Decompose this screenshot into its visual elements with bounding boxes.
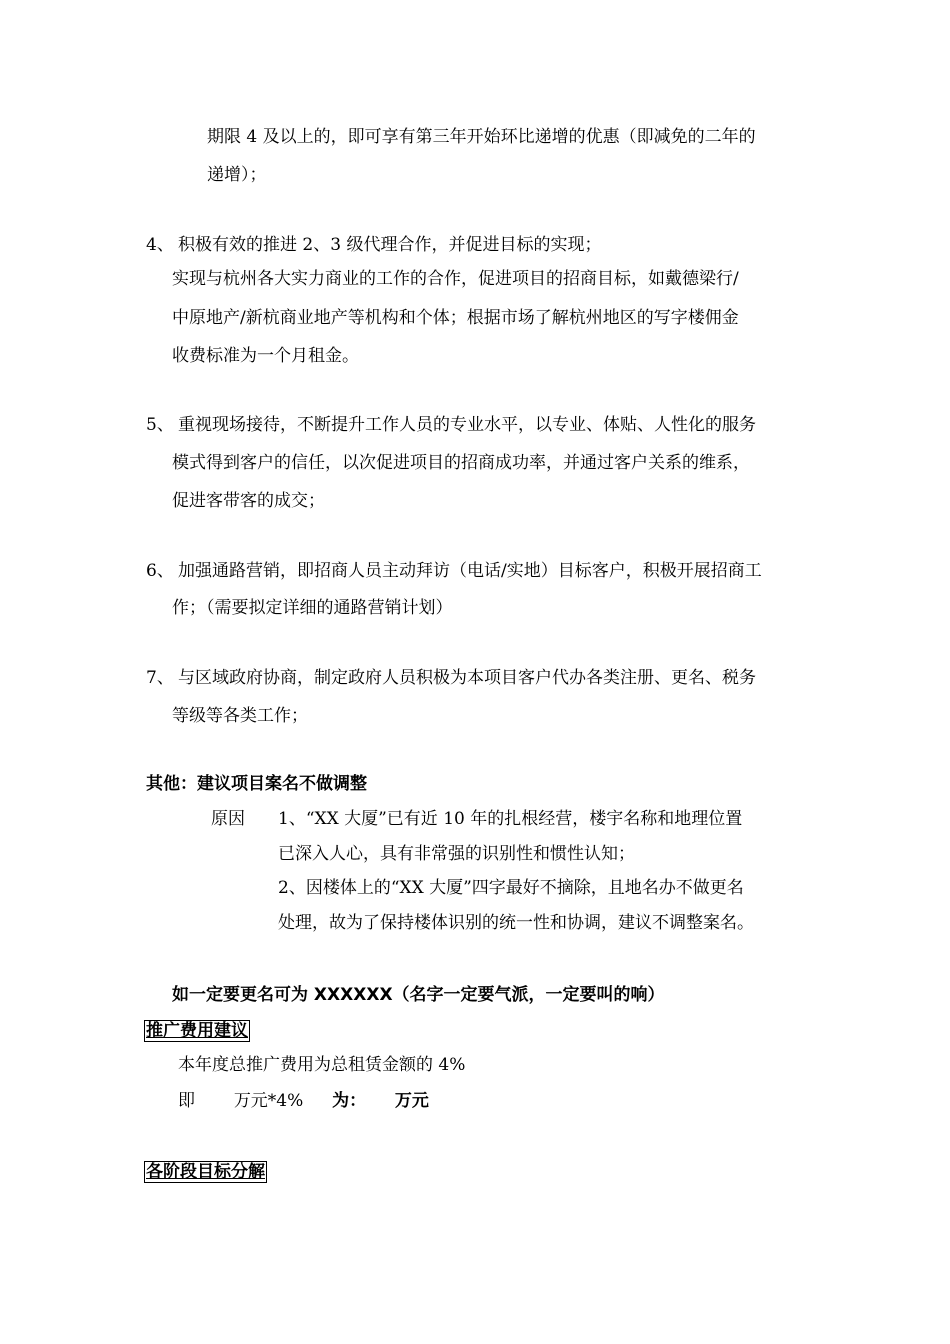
- intro-line-1: 期限 4 及以上的，即可享有第三年开始环比递增的优惠（即减免的二年的: [207, 127, 756, 147]
- item-4-line-1: 积极有效的推进 2、3 级代理合作，并促进目标的实现；: [178, 235, 602, 255]
- item-6-line-2: 作；（需要拟定详细的通路营销计划）: [172, 598, 453, 618]
- item-4-line-4: 收费标准为一个月租金。: [172, 346, 359, 366]
- reason-2-line-2: 处理，故为了保持楼体识别的统一性和协调，建议不调整案名。: [278, 913, 754, 933]
- intro-line-2: 递增）；: [207, 165, 267, 185]
- promo-line-1: 本年度总推广费用为总租赁金额的 4%: [178, 1055, 466, 1075]
- item-5-line-1: 重视现场接待，不断提升工作人员的专业水平，以专业、体贴、人性化的服务: [178, 415, 756, 435]
- promo-heading: 推广费用建议: [146, 1021, 248, 1041]
- promo-prefix: 即: [178, 1091, 195, 1111]
- reason-label: 原因: [211, 809, 245, 829]
- reason-2-line-1: 2、因楼体上的“XX 大厦”四字最好不摘除，且地名办不做更名: [278, 878, 744, 898]
- item-5-line-2: 模式得到客户的信任，以次促进项目的招商成功率，并通过客户关系的维系，: [172, 453, 750, 473]
- item-5-number: 5、: [146, 415, 174, 435]
- reason-1-line-2: 已深入人心，具有非常强的识别性和惯性认知；: [278, 844, 635, 864]
- item-5-line-3: 促进客带客的成交；: [172, 491, 325, 511]
- stages-heading: 各阶段目标分解: [146, 1162, 265, 1182]
- promo-line-2: [178, 1090, 429, 1112]
- rename-note: 如一定要更名可为 XXXXXX（名字一定要气派，一定要叫的响）: [172, 985, 665, 1005]
- item-6-line-1: 加强通路营销，即招商人员主动拜访（电话/实地）目标客户，积极开展招商工: [178, 561, 762, 581]
- other-heading: 其他：建议项目案名不做调整: [146, 774, 367, 794]
- item-7-line-2: 等级等各类工作；: [172, 706, 308, 726]
- item-4-line-2: 实现与杭州各大实力商业的工作的合作，促进项目的招商目标，如戴德梁行/: [172, 269, 739, 289]
- item-6-number: 6、: [146, 561, 174, 581]
- promo-formula: 万元*4%: [233, 1091, 304, 1111]
- item-4-number: 4、: [146, 235, 174, 255]
- item-7-line-1: 与区域政府协商，制定政府人员积极为本项目客户代办各类注册、更名、税务: [178, 668, 756, 688]
- reason-1-line-1: 1、“XX 大厦”已有近 10 年的扎根经营，楼宇名称和地理位置: [278, 809, 743, 829]
- promo-result-unit: 万元: [394, 1091, 429, 1111]
- item-4-line-3: 中原地产/新杭商业地产等机构和个体；根据市场了解杭州地区的写字楼佣金: [172, 308, 739, 328]
- item-7-number: 7、: [146, 668, 174, 688]
- promo-equals-label: 为：: [332, 1091, 367, 1111]
